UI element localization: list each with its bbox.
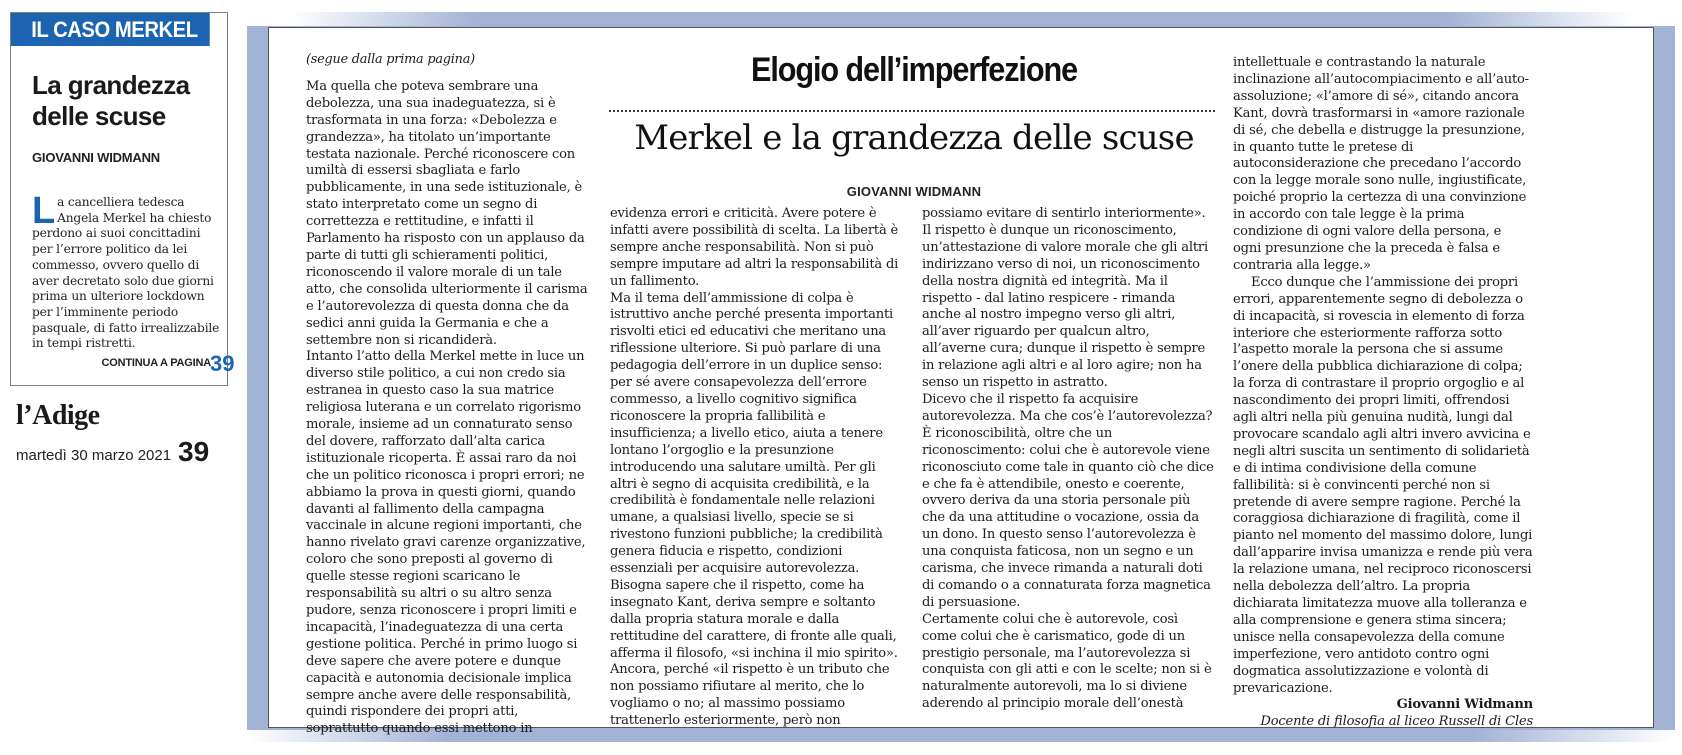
issue-date: martedì 30 marzo 2021	[16, 447, 172, 464]
signature-role: Docente di filosofia al liceo Russell di Cles	[1260, 714, 1533, 730]
paragraph: intellettuale e contrastando la naturale inclinazione all’autocompiacimento e all’auto-assoluzione; «l’amore di sé», citando ancora Kant, dovrà trasformarsi in «amore razionale di sé, che debella e distrugge la presunzione, in quanto tutte le pretese di autoconsiderazione che precedano l’accordo con la legge morale sono nulle, ingiustificate, poiché proprio la certezza di una convinzione in accordo con tale legge è la prima condizione di ogni valore della persona, e ogni presunzione che la preceda è falsa e contraria alla legge.»	[1233, 55, 1529, 273]
paragraph: Ma il tema dell’ammissione di colpa è istruttivo anche perché presenta importanti risvolti etici ed educativi che meritano una riflessione ulteriore. Si può parlare di una pedagogia dell’errore in un duplice senso: per sé avere consapevolezza dell’errore commesso, a livello cognitivo significa riconoscere la propria fallibilità e insufficienza; a livello etico, aiuta a tenere lontano l’orgoglio e la presunzione introducendo una salutare umiltà. Per gli altri è segno di acquisita credibilità, e la credibilità è fondamentale nelle relazioni umane, a qualsiasi livello, specie se si rivestono funzioni pubbliche; la credibilità genera fiducia e rispetto, condizioni essenziali per acquisire autorevolezza.	[610, 290, 893, 577]
continued-note: (segue dalla prima pagina)	[306, 52, 475, 67]
paragraph: possiamo evitare di sentirlo interiormente». Il rispetto è dunque un riconoscimento, un’attestazione di valore morale che gli altri indirizzano verso di noi, un riconoscimento della nostra dignità ed integrità. Ma il rispetto - dal latino respicere - rimanda anche al nostro impegno verso gli altri, all’aver riguardo per qualcun altro, all’averne cura; dunque il rispetto è sempre in relazione agli altri e al loro agire; non ha senso un rispetto in astratto.	[922, 206, 1208, 391]
article-panel	[247, 12, 1675, 742]
page-number: 39	[178, 436, 210, 467]
article-column-2	[610, 206, 903, 730]
dotted-rule	[609, 110, 1215, 112]
panel-border-fade	[247, 12, 1675, 26]
teaser-body	[32, 190, 222, 352]
signature-name: Giovanni Widmann	[1396, 697, 1533, 713]
continue-page-ref[interactable]: 39	[210, 351, 235, 376]
paragraph: Bisogna sapere che il rispetto, come ha insegnato Kant, deriva sempre e soltanto dalla propria statura morale e dalla rettitudine del carattere, di fronte alle quali, afferma il filosofo, «si inchina il mio spirito». Ancora, perché «il rispetto è un tributo che non possiamo rifiutare al merito, che lo vogliamo o no; al massimo possiamo trattenerlo esteriormente, però non	[610, 577, 898, 729]
article-headline: Merkel e la grandezza delle scuse	[634, 118, 1194, 158]
paragraph: Ecco dunque che l’ammissione dei propri errori, apparentemente segno di debolezza o di incapacità, si rovescia in elemento di forza interiore che esteriormente rafforza sotto l’aspetto morale la persona che si assume l’onere della pubblica dichiarazione di colpa; la forza di contrastare il proprio orgoglio e al nascondimento dei propri limiti, offrendosi agli altri nella più genuina nudità, lungi dal provocare scandalo agli altri invero avvicina e negli altri suscita un sentimento di solidarietà e di intima condivisione della comune fallibilità: si è convincenti perché non si pretende di avere sempre ragione. Perché la coraggiosa dichiarazione di fragilità, come il pianto nel momento del massimo dolore, lungi dall’apparire invisa umanizza e rende più vera la relazione umana, nel reciproco riconoscersi nella debolezza dell’altro. La propria dichiarata limitatezza muove alla tolleranza e alla comprensione e genera stima sincera; unisce nella consapevolezza della comune imperfezione, vero antidoto contro ogni dogmatica assolutizzazione e volontà di prevaricazione.	[1233, 274, 1533, 696]
article-frame	[268, 27, 1654, 737]
paragraph: Ma quella che poteva sembrare una debolezza, una sua inadeguatezza, si è trasformata in una forza: «Debolezza e grandezza», ha titolato un’importante testata nazionale. Perché riconoscere con umiltà di essersi sbagliata e farlo pubblicamente, in una sede istituzionale, è stato interpretato come un segno di correttezza e rettitudine, e infatti il Parlamento ha risposto con un applauso da parte di tutti gli schieramenti politici, riconoscendo il valore morale di un tale atto, che consolida ulteriormente il carisma e l’autorevolezza di questa donna che da sedici anni guida la Germania e che a settembre non si ricandiderà.	[306, 78, 588, 348]
teaser-author: GIOVANNI WIDMANN	[32, 150, 160, 165]
front-page-teaser	[10, 12, 235, 386]
article-rubric: Elogio dell’imperfezione	[750, 51, 1078, 89]
article-column-4	[1233, 55, 1533, 731]
paragraph: Certamente colui che è autorevole, così come colui che è carismatico, gode di un prestigio personale, ma l’autorevolezza si conquista con gli atti e con le scelte; non si è naturalmente autorevoli, ma lo si diviene aderendo al principio morale dell’onestà	[922, 611, 1212, 712]
paragraph: Intanto l’atto della Merkel mette in luce un diverso stile politico, a cui non credo sia estranea in questo caso la sua matrice religiosa luterana e un correlato rigorismo morale, insieme ad un connaturato senso del dovere, rafforzato dall’alta carica istituzionale ricoperta. È assai raro da noi che un politico riconosca i propri errori; ne abbiamo la prova in questi giorni, quando davanti al fallimento della campagna vaccinale in alcune regioni importanti, che hanno rivelato gravi carenze organizzative, coloro che sono preposti al governo di quelle stesse regioni scaricano le responsabilità su altri o su altro senza pudore, senza riconoscere i propri limiti e incapacità, l’inadeguatezza di una certa gestione politica. Perché in primo luogo si deve sapere che avere potere e dunque capacità e autonomia decisionale implica sempre anche avere delle responsabilità, quindi rispondere dei propri atti, soprattutto quando essi mettono in	[306, 349, 586, 737]
newspaper-masthead: l’Adige	[16, 400, 100, 431]
article-column-3	[922, 206, 1215, 713]
drop-cap: L	[32, 190, 56, 232]
article-byline: GIOVANNI WIDMANN	[846, 184, 982, 199]
teaser-body-text: a cancelliera tedesca Angela Merkel ha chiesto perdono ai suoi concittadini per l’errore politico da lei commesso, ovvero quello di aver decretato solo due giorni prima un ulteriore lockdown per l’imminente periodo pasquale, di fatto irrealizzabile in tempi ristretti.	[32, 195, 220, 351]
teaser-title: La grandezza delle scuse	[32, 70, 190, 131]
paragraph: evidenza errori e criticità. Avere potere è infatti avere possibilità di scelta. La libertà è sempre anche responsabilità. Non si può sempre imputare ad altri la responsabilità di un fallimento.	[610, 206, 899, 289]
continue-label: CONTINUA A PAGINA	[101, 357, 211, 369]
paragraph: Dicevo che il rispetto fa acquisire autorevolezza. Ma che cos’è l’autorevolezza? È riconoscibilità, oltre che un riconoscimento: colui che è autorevole viene riconosciuto come tale in quanto ciò che dice e che fa è attendibile, onesto e coerente, ovvero deriva da una storia personale più che da una attitudine o vocazione, ossia da un dono. In questo senso l’autorevolezza è una conquista faticosa, non un segno e un carisma, che invece rimanda a naturali doti di comando o a connaturata forza magnetica di persuasione.	[922, 391, 1214, 610]
article-column-1	[306, 52, 591, 738]
section-kicker: IL CASO MERKEL	[11, 13, 210, 46]
